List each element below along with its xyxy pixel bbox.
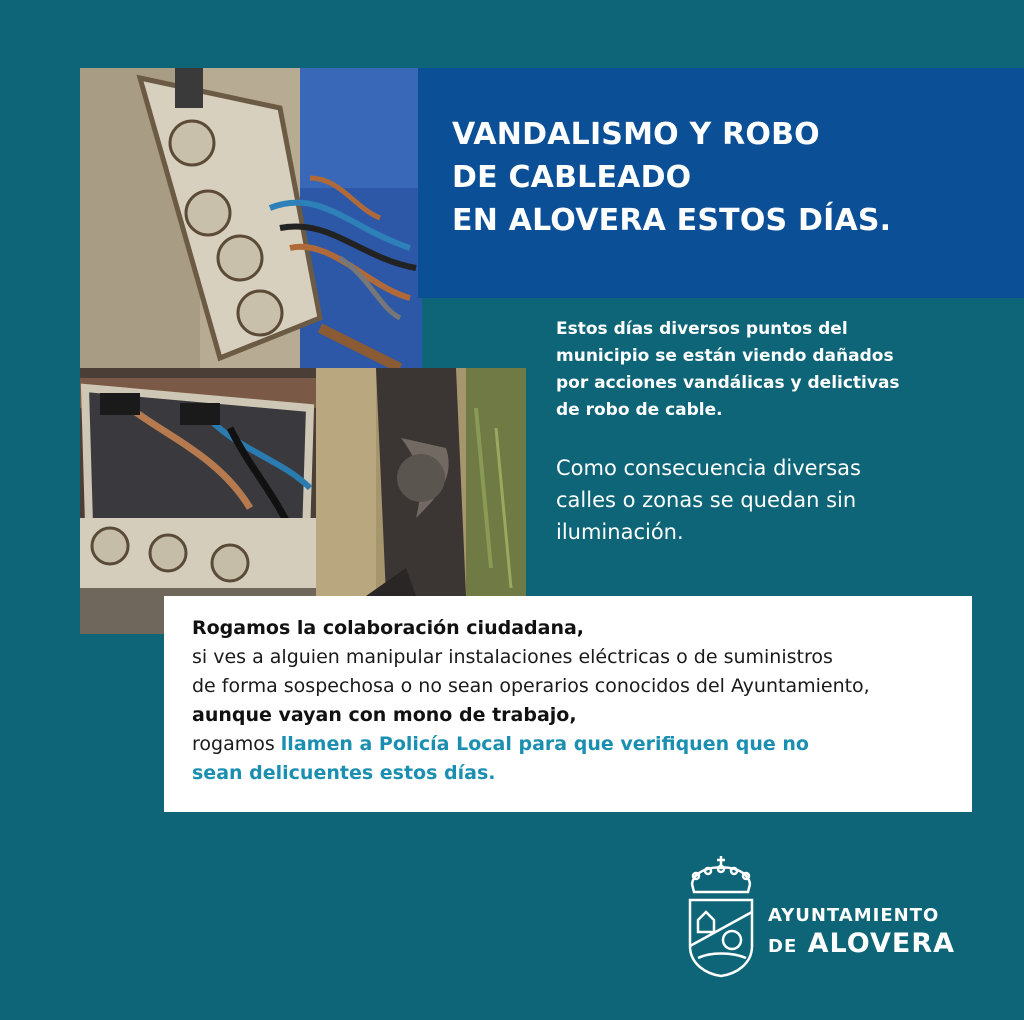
logo-name: ALOVERA	[807, 928, 956, 959]
appeal-text	[192, 614, 962, 788]
logo-line	[768, 928, 955, 963]
intro-line: de robo de cable.	[556, 400, 723, 420]
appeal-line: de forma sospechosa o no sean operarios conocidos del Ayuntamiento,	[192, 675, 870, 697]
photo-junction-box-cut-cables	[80, 68, 422, 368]
intro-line: Estos días diversos puntos del	[556, 319, 848, 339]
consequence-line: Como consecuencia diversas	[556, 456, 861, 480]
page-title	[452, 113, 992, 242]
photo-damaged-lamp-post	[316, 368, 526, 596]
appeal-heading: Rogamos la colaboración ciudadana,	[192, 617, 585, 639]
appeal-call-accent: sean delicuentes estos días.	[192, 762, 496, 784]
logo-prefix: DE	[768, 936, 798, 957]
intro-line: por acciones vandálicas y delictivas	[556, 373, 900, 393]
appeal-emphasis: aunque vayan con mono de trabajo,	[192, 704, 577, 726]
intro-line: municipio se están viendo dañados	[556, 346, 894, 366]
photo-open-junction-box	[80, 368, 316, 634]
coat-of-arms-logo	[684, 854, 758, 978]
title-line: VANDALISMO Y ROBO	[452, 117, 820, 152]
title-line: DE CABLEADO	[452, 160, 692, 195]
intro-paragraph	[556, 316, 976, 424]
appeal-line: si ves a alguien manipular instalaciones eléctricas o de suministros	[192, 646, 833, 668]
consequence-line: calles o zonas se quedan sin	[556, 488, 857, 512]
logo-line: AYUNTAMIENTO	[768, 905, 940, 926]
consequence-paragraph	[556, 452, 976, 548]
appeal-call-line	[192, 730, 962, 759]
title-line: EN ALOVERA ESTOS DÍAS.	[452, 203, 892, 238]
appeal-call-prefix: rogamos	[192, 733, 281, 755]
consequence-line: iluminación.	[556, 520, 684, 544]
logo-wordmark	[768, 904, 955, 963]
appeal-call-accent: llamen a Policía Local para que verifiquen que no	[280, 733, 809, 755]
